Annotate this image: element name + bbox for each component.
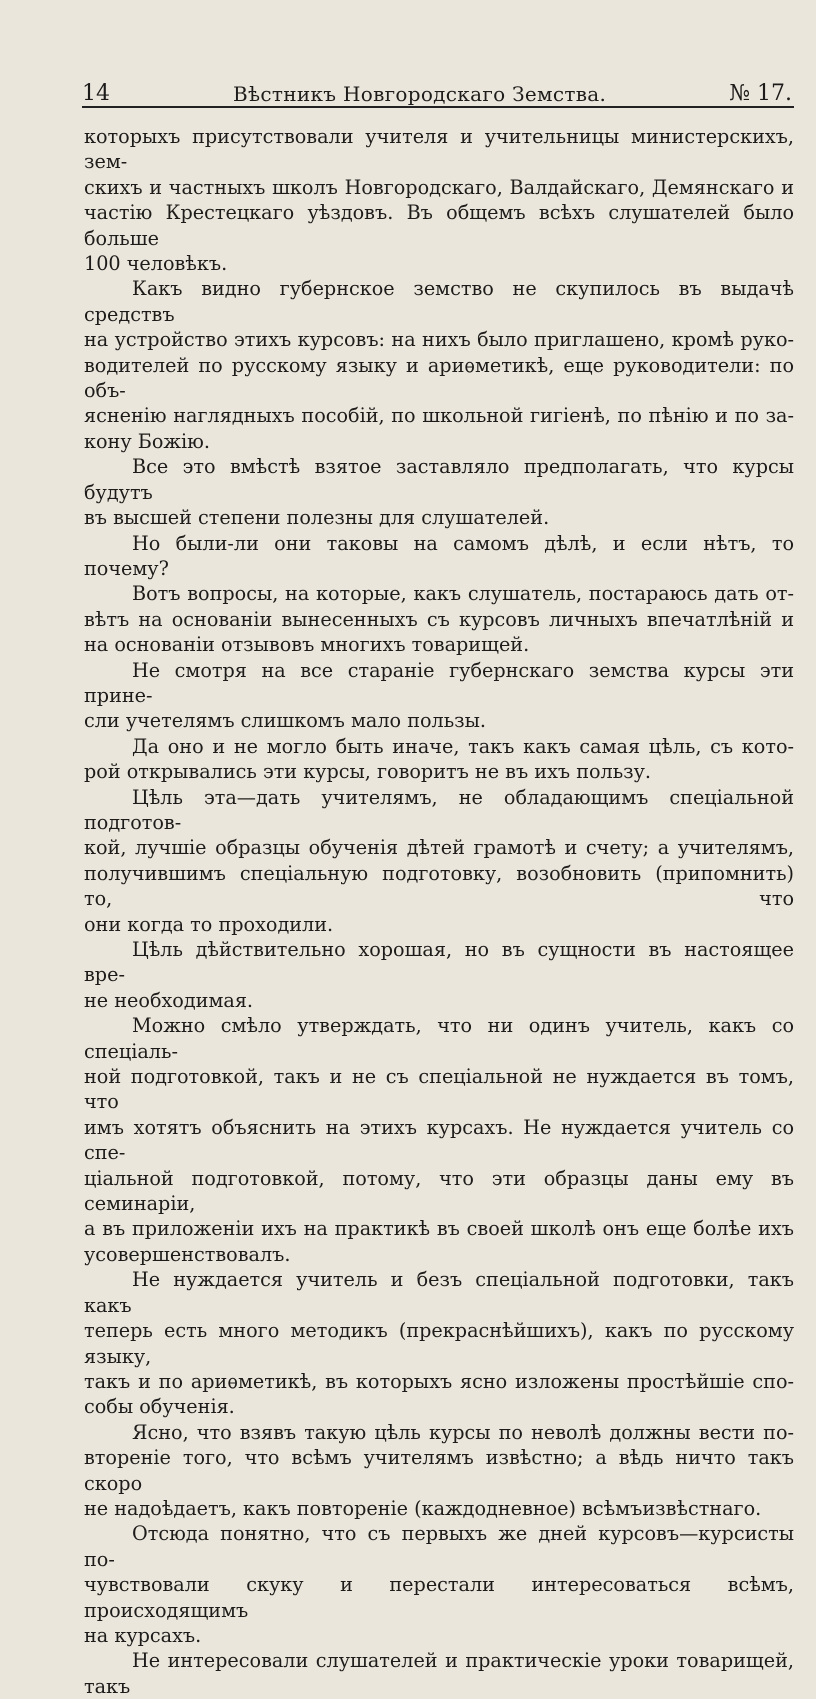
page-number: 14 <box>82 81 110 106</box>
text-line: Цѣль эта—дать учителямъ, не обладающимъ спеціальной подготов- <box>84 785 794 834</box>
text-line: Но были-ли они таковы на самомъ дѣлѣ, и если нѣтъ, то <box>132 531 794 555</box>
text-line: частію Крестецкаго уѣздовъ. Въ общемъ всѣхъ слушателей было больше <box>84 201 794 250</box>
text-line: Да оно и не могло быть иначе, такъ какъ самая цѣль, съ кото- <box>132 734 794 758</box>
text-line: ясненію наглядныхъ пособій, по школьной гигіенѣ, по пѣнію и по за- <box>84 404 794 428</box>
running-header <box>82 74 792 106</box>
text-line: Не нуждается учитель и безъ спеціальной подготовки, такъ какъ <box>84 1268 794 1317</box>
text-line: на курсахъ. <box>84 1623 202 1647</box>
text-line: Все это вмѣстѣ взятое заставляло предполагать, что курсы будутъ <box>84 455 794 504</box>
text-line: такъ и по ариѳметикѣ, въ которыхъ ясно изложены простѣйшіе спо- <box>84 1369 794 1393</box>
text-line: а въ приложеніи ихъ на практикѣ въ своей школѣ онъ еще болѣе ихъ <box>84 1217 794 1241</box>
text-line: Какъ видно губернское земство не скупилось въ выдачѣ средствъ <box>84 277 794 326</box>
text-line: Не интересовали слушателей и практическіе уроки товарищей, такъ <box>84 1649 794 1698</box>
text-line: Цѣль дѣйствительно хорошая, но въ сущности въ настоящее вре- <box>84 938 794 987</box>
text-line: Ясно, что взявъ такую цѣль курсы по неволѣ должны вести по- <box>132 1420 794 1444</box>
text-line: вѣтъ на основаніи вынесенныхъ съ курсовъ личныхъ впечатлѣній и <box>84 607 794 631</box>
text-line: скихъ и частныхъ школъ Новгородскаго, Валдайскаго, Демянскаго и <box>84 175 794 199</box>
text-line: кону Божію. <box>84 429 210 453</box>
issue-number: № 17. <box>729 81 792 106</box>
text-line: 100 человѣкъ. <box>84 252 228 276</box>
text-line: въ высшей степени полезны для слушателей. <box>84 506 550 530</box>
body-text <box>84 124 794 1699</box>
header-rule <box>82 106 794 108</box>
text-line: чувствовали скуку и перестали интересоваться всѣмъ, происходящимъ <box>84 1573 794 1622</box>
text-line: Вотъ вопросы, на которые, какъ слушатель, постараюсь дать от- <box>132 582 794 606</box>
text-line: не надоѣдаетъ, какъ повтореніе (каждодневное) всѣмъизвѣстнаго. <box>84 1496 762 1520</box>
text-line: ной подготовкой, такъ и не съ спеціальной не нуждается въ томъ, что <box>84 1065 794 1114</box>
journal-title: Вѣстникъ Новгородскаго Земства. <box>233 82 607 106</box>
text-line: не необходимая. <box>84 988 254 1012</box>
text-line: кой, лучшіе образцы обученія дѣтей грамотѣ и счету; а учителямъ, <box>84 836 794 860</box>
text-line: теперь есть много методикъ (прекраснѣйшихъ), какъ по русскому языку, <box>84 1319 794 1368</box>
text-line: на устройство этихъ курсовъ: на нихъ было приглашено, кромѣ руко- <box>84 328 794 352</box>
text-line: получившимъ спеціальную подготовку, возобновить (припомнить) то, что <box>84 861 794 911</box>
text-line: втореніе того, что всѣмъ учителямъ извѣстно; а вѣдь ничто такъ скоро <box>84 1446 794 1495</box>
text-line: рой открывались эти курсы, говоритъ не въ ихъ пользу. <box>84 760 652 784</box>
text-line: почему? <box>84 556 169 580</box>
text-line: они когда то проходили. <box>84 912 334 936</box>
text-line: на основаніи отзывовъ многихъ товарищей. <box>84 633 530 657</box>
text-line: ціальной подготовкой, потому, что эти образцы даны ему въ семинаріи, <box>84 1166 794 1216</box>
text-line: Не смотря на все стараніе губернскаго земства курсы эти принe- <box>84 658 794 707</box>
text-line: которыхъ присутствовали учителя и учительницы министерскихъ, зем- <box>84 125 794 174</box>
text-line: Можно смѣло утверждать, что ни одинъ учитель, какъ со спеціаль- <box>84 1014 794 1063</box>
text-line: усовершенствовалъ. <box>84 1242 291 1266</box>
text-line: сли учетелямъ слишкомъ мало пользы. <box>84 709 487 733</box>
text-line: собы обученія. <box>84 1395 235 1419</box>
text-line: имъ хотятъ объяснить на этихъ курсахъ. Не нуждается учитель со спе- <box>84 1115 794 1165</box>
text-line: Отсюда понятно, что съ первыхъ же дней курсовъ—курсисты по- <box>84 1522 794 1571</box>
text-line: водителей по русскому языку и ариѳметикѣ, еще руководители: по объ- <box>84 353 794 403</box>
